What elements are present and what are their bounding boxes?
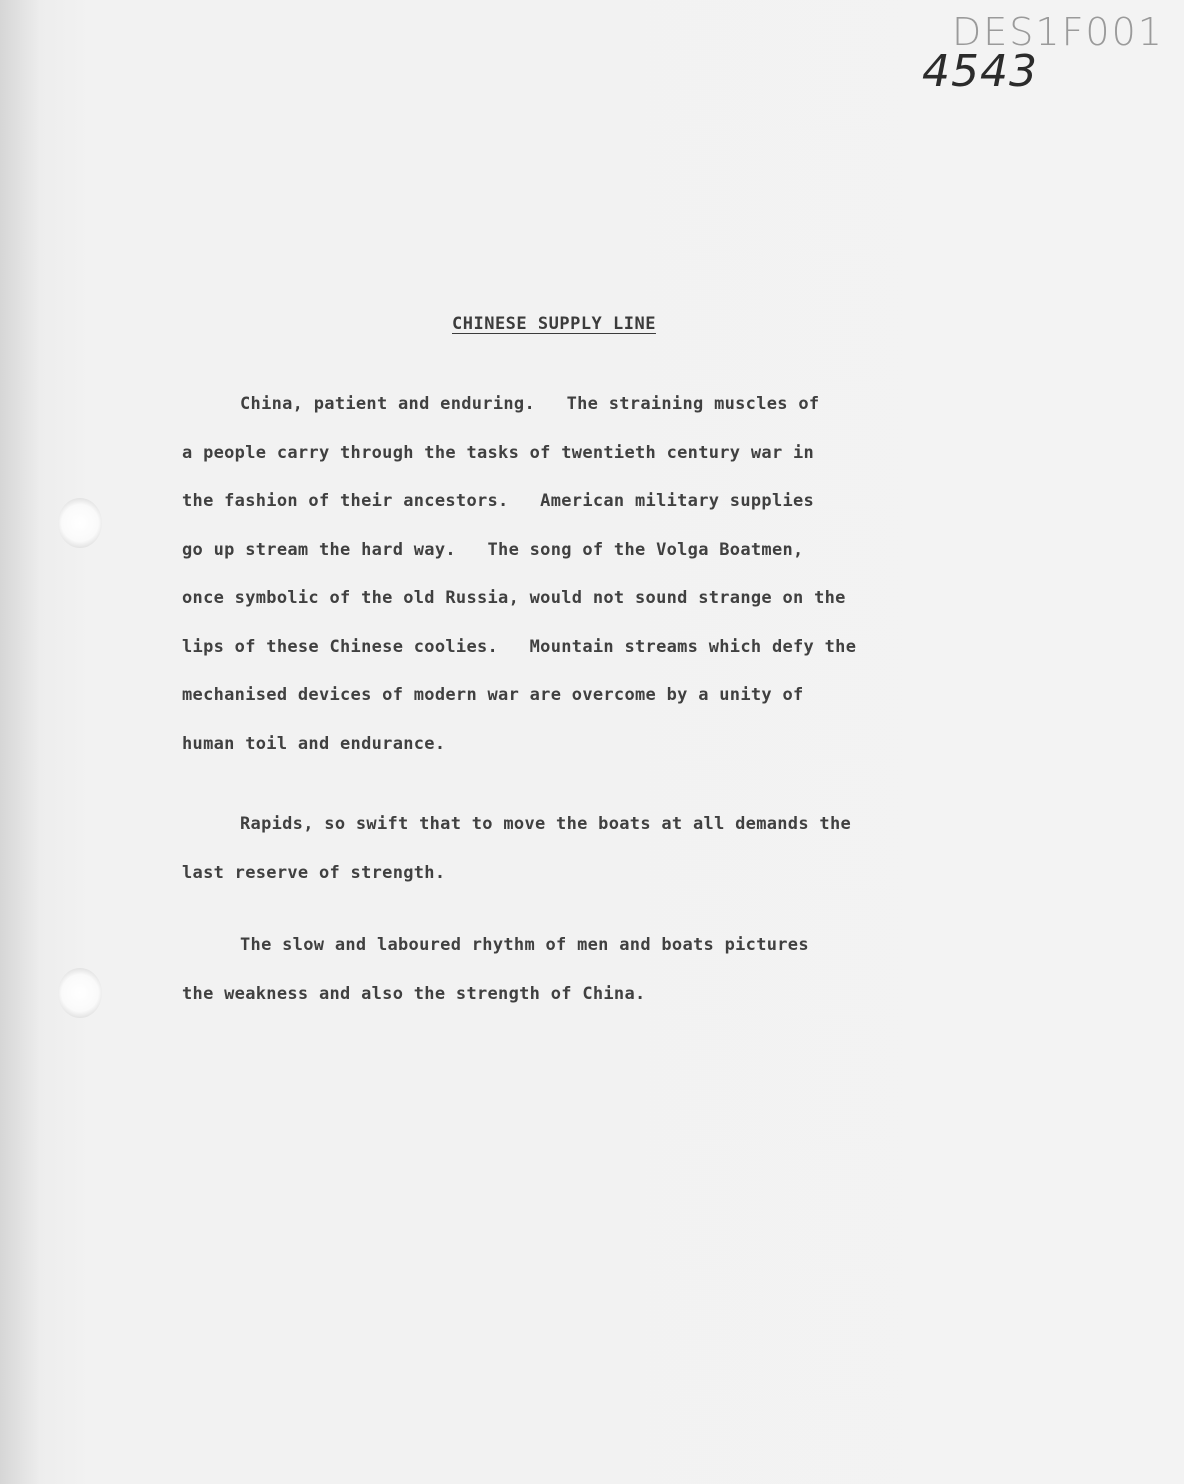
paragraph-line: a people carry through the tasks of twentieth century war in: [182, 442, 815, 463]
paragraph-line: once symbolic of the old Russia, would not sound strange on the: [182, 588, 846, 608]
paragraph-line: mechanised devices of modern war are overcome by a unity of: [182, 685, 804, 705]
page-title: CHINESE SUPPLY LINE: [452, 314, 656, 334]
page-edge-fold: [0, 0, 40, 1484]
paragraph-line: the weakness and also the strength of China.: [182, 983, 646, 1004]
punch-hole: [58, 498, 102, 548]
punch-hole: [58, 968, 102, 1018]
paragraph-line: the fashion of their ancestors. American military supplies: [182, 491, 815, 511]
paragraph-1: [182, 380, 982, 768]
handwritten-number: 4543: [922, 46, 1038, 97]
paragraph-line: Rapids, so swift that to move the boats at all demands the: [240, 814, 852, 834]
paragraph-line: The slow and laboured rhythm of men and boats pictures: [240, 935, 809, 955]
paragraph-line: China, patient and enduring. The straining muscles of: [240, 394, 820, 414]
paragraph-line: human toil and endurance.: [182, 733, 446, 754]
paragraph-line: lips of these Chinese coolies. Mountain streams which defy the: [182, 636, 857, 657]
paragraph-line: go up stream the hard way. The song of the Volga Boatmen,: [182, 539, 804, 560]
archive-code: DES1F001: [952, 10, 1164, 54]
paragraph-3: [182, 921, 982, 1018]
paragraph-2: [182, 800, 982, 897]
paragraph-line: last reserve of strength.: [182, 862, 446, 883]
